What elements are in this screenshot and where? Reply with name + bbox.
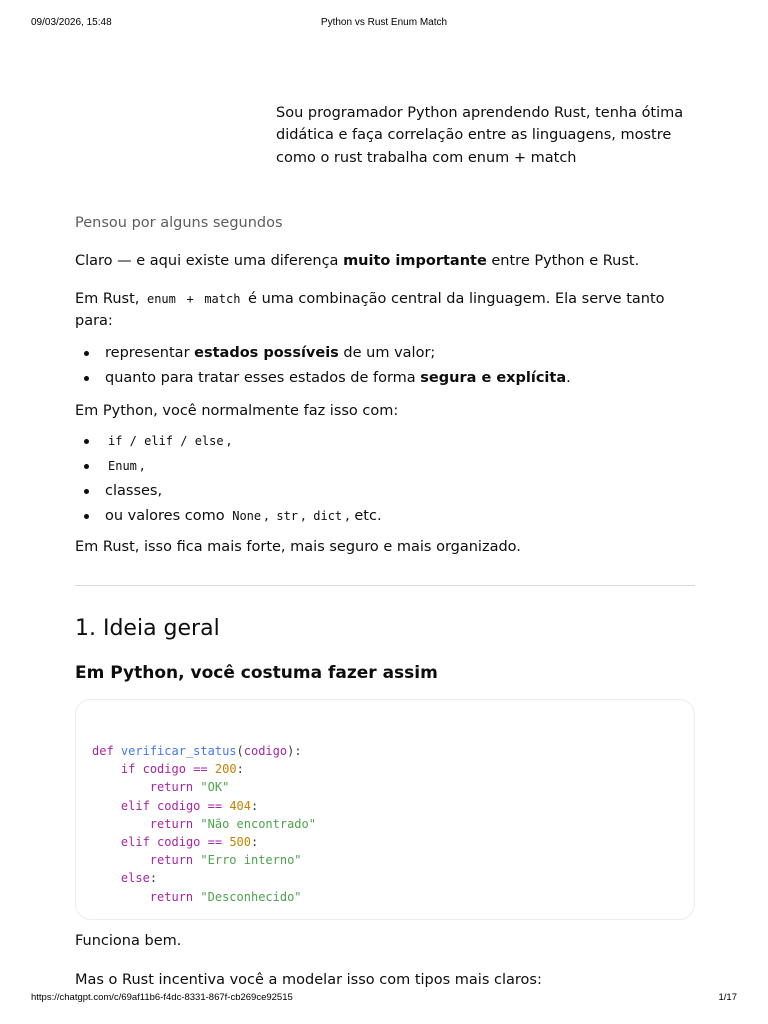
list-item-comma: , bbox=[264, 508, 269, 524]
code-block[interactable] bbox=[75, 699, 695, 920]
intro-text: Claro — e aqui existe uma diferença bbox=[75, 253, 344, 269]
print-header bbox=[31, 17, 737, 31]
list-item bbox=[75, 342, 695, 367]
code-line: elif codigo == 500: bbox=[120, 835, 259, 850]
page-number: 1/17 bbox=[718, 992, 737, 1003]
rust-summary: Em Rust, isso fica mais forte, mais seguro e mais organizado. bbox=[75, 539, 521, 555]
section-heading: 1. Ideia geral bbox=[75, 616, 220, 641]
rust-encourages-paragraph: Mas o Rust incentiva você a modelar isso com tipos mais claros: bbox=[75, 972, 542, 988]
works-paragraph: Funciona bem. bbox=[75, 933, 182, 949]
list-item bbox=[75, 455, 695, 480]
inline-code: dict bbox=[313, 509, 343, 523]
rust-combo-text: Em Rust, bbox=[75, 291, 144, 307]
list-item-text-end: de um valor; bbox=[338, 345, 436, 361]
inline-code-match: match bbox=[204, 292, 241, 306]
inline-code: str bbox=[276, 509, 299, 523]
list-item bbox=[75, 505, 695, 530]
inline-code-enum: enum bbox=[146, 292, 176, 306]
inline-code-plus: + bbox=[186, 292, 194, 306]
print-footer bbox=[31, 992, 737, 1006]
code-line: else: bbox=[120, 871, 158, 886]
inline-code: None bbox=[232, 509, 262, 523]
list-item-text: , bbox=[139, 458, 145, 474]
user-message-line: Sou programador Python aprendendo Rust, tenha ótima bbox=[276, 105, 684, 121]
assistant-response bbox=[75, 212, 695, 991]
print-datetime: 09/03/2026, 15:48 bbox=[31, 17, 112, 28]
list-item-text: quanto para tratar esses estados de forma bbox=[105, 370, 421, 386]
list-item-comma: , bbox=[301, 508, 306, 524]
code-line: def verificar_status(codigo): bbox=[92, 744, 302, 758]
inline-code: Enum bbox=[108, 459, 137, 473]
list-item-text: ou valores como bbox=[105, 508, 230, 524]
user-message bbox=[276, 102, 696, 169]
intro-text-end: entre Python e Rust. bbox=[486, 253, 640, 269]
code-line: return "Não encontrado" bbox=[149, 816, 316, 831]
thought-duration-toggle[interactable]: Pensou por alguns segundos bbox=[75, 215, 283, 231]
subsection-heading: Em Python, você costuma fazer assim bbox=[75, 663, 438, 683]
list-item: classes, bbox=[75, 480, 695, 505]
print-url: https://chatgpt.com/c/69af11b6-f4dc-8331-867f-cb269ce92515 bbox=[31, 992, 293, 1003]
rust-combo-text-end: é uma combinação central da linguagem. Ela serve tanto para: bbox=[75, 291, 665, 329]
user-message-line: como o rust trabalha com enum + match bbox=[276, 149, 577, 166]
code-line: elif codigo == 404: bbox=[120, 798, 259, 813]
code-line: return "Desconhecido" bbox=[149, 889, 302, 904]
code-line: return "Erro interno" bbox=[149, 853, 302, 868]
list-item-text-end: , etc. bbox=[345, 508, 382, 524]
code-line: return "OK" bbox=[149, 780, 230, 795]
section-divider bbox=[75, 585, 695, 586]
list-item-text: , bbox=[226, 433, 232, 449]
python-intro: Em Python, você normalmente faz isso com: bbox=[75, 403, 399, 419]
print-title: Python vs Rust Enum Match bbox=[320, 17, 448, 28]
python-tools-list bbox=[75, 430, 695, 530]
rust-combo-paragraph bbox=[75, 288, 695, 332]
uses-list bbox=[75, 342, 695, 392]
user-message-line: didática e faça correlação entre as linguagens, mostre bbox=[276, 127, 672, 144]
intro-paragraph bbox=[75, 250, 695, 272]
inline-code: if / elif / else bbox=[108, 434, 224, 448]
intro-bold: muito importante bbox=[343, 253, 487, 269]
code-line: if codigo == 200: bbox=[120, 762, 244, 777]
list-item-text: representar bbox=[105, 345, 195, 361]
list-item-text-end: . bbox=[566, 370, 571, 386]
list-item-bold: segura e explícita bbox=[420, 370, 567, 386]
list-item bbox=[75, 430, 695, 455]
list-item-bold: estados possíveis bbox=[194, 345, 339, 361]
list-item bbox=[75, 367, 695, 392]
